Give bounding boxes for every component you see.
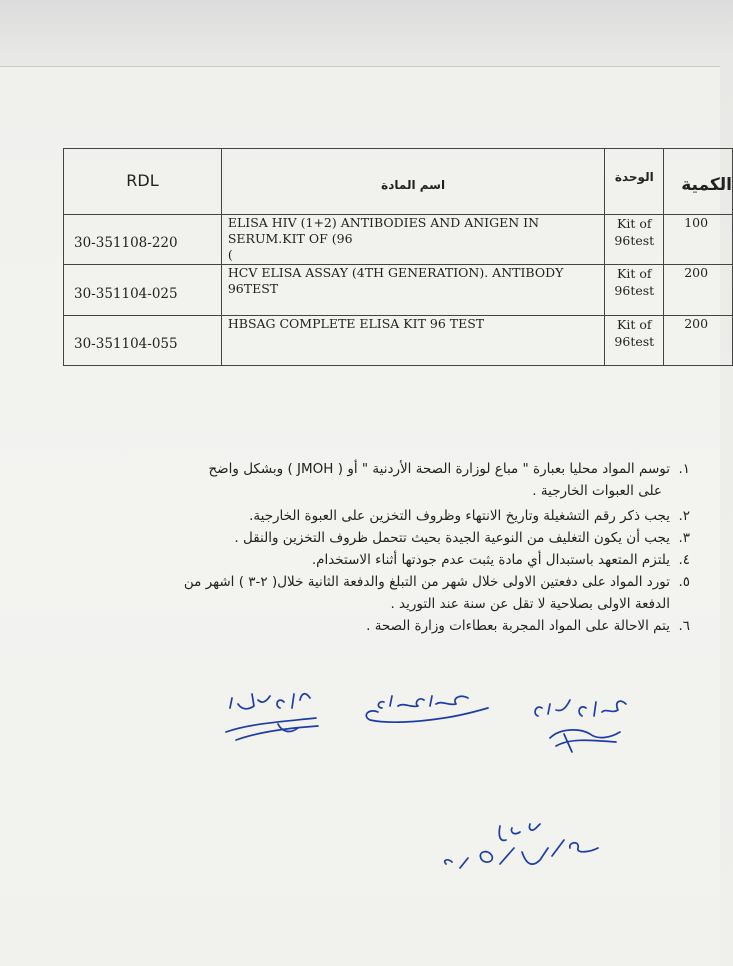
condition-line: يجب أن يكون التغليف من النوعية الجيدة بحيث تتحمل ظروف التخزين والنقل . <box>234 530 670 546</box>
condition-line: يلتزم المتعهد باستبدال أي مادة يثبت عدم جودتها أثناء الاستخدام. <box>311 552 670 568</box>
condition-line: توسم المواد محليا بعبارة " مباع لوزارة الصحة الأردنية " أو ( JMOH ) وبشكل واضح <box>208 461 670 477</box>
table-row <box>64 265 733 316</box>
condition-item <box>50 527 690 549</box>
item-name-line: ELISA HIV (1+2) ANTIBODIES AND ANIGEN IN <box>227 215 540 230</box>
header-quantity: الكمية <box>664 149 733 215</box>
rdl-cell: 30-351108-220 <box>64 215 222 265</box>
signature-3 <box>520 694 640 764</box>
quantity-cell: 200 <box>664 316 733 366</box>
unit-line: Kit of <box>617 317 652 332</box>
condition-line: على العبوات الخارجية . <box>532 483 662 499</box>
condition-number: ١. <box>678 461 690 477</box>
condition-line: يجب ذكر رقم التشغيلة وتاريخ الانتهاء وظروف التخزين على العبوة الخارجية. <box>249 508 670 524</box>
quantity-cell: 200 <box>664 265 733 316</box>
item-name-cell <box>221 215 605 265</box>
unit-cell <box>605 265 664 316</box>
unit-cell <box>605 316 664 366</box>
signature-2 <box>348 690 498 738</box>
unit-line: 96test <box>614 283 655 298</box>
table-row <box>64 215 733 265</box>
handwritten-date <box>440 818 620 890</box>
signature-1 <box>218 688 328 750</box>
condition-item <box>50 458 690 502</box>
unit-line: 96test <box>614 334 655 349</box>
table-row <box>64 316 733 366</box>
quantity-cell: 100 <box>664 215 733 265</box>
conditions-list <box>50 458 690 637</box>
condition-item <box>50 549 690 571</box>
header-item-name: اسم المادة <box>221 149 605 215</box>
header-rdl: RDL <box>64 149 222 215</box>
condition-number: ٣. <box>678 530 690 546</box>
table-header-row <box>64 149 733 215</box>
rdl-cell: 30-351104-025 <box>64 265 222 316</box>
item-name-line: ( <box>227 247 233 262</box>
unit-cell <box>605 215 664 265</box>
header-unit: الوحدة <box>605 149 664 215</box>
item-name-cell <box>221 316 605 366</box>
item-name-line: HCV ELISA ASSAY (4TH GENERATION). ANTIBODY <box>227 265 564 280</box>
rdl-cell: 30-351104-055 <box>64 316 222 366</box>
unit-line: Kit of <box>617 266 652 281</box>
item-name-line: HBSAG COMPLETE ELISA KIT 96 TEST <box>227 316 485 331</box>
condition-number: ٢. <box>678 508 690 524</box>
condition-number: ٦. <box>678 618 690 634</box>
condition-line: يتم الاحالة على المواد المجربة بعطاءات وزارة الصحة . <box>366 618 670 634</box>
condition-item <box>50 505 690 527</box>
condition-line: تورد المواد على دفعتين الاولى خلال شهر من التبلغ والدفعة الثانية خلال( ٢-٣ ) اشهر من <box>183 574 670 590</box>
unit-line: Kit of <box>617 216 652 231</box>
items-table <box>63 148 733 366</box>
condition-item <box>50 571 690 615</box>
condition-line: الدفعة الاولى بصلاحية لا تقل عن سنة عند التوريد . <box>390 596 670 612</box>
unit-line: 96test <box>614 233 655 248</box>
item-name-line: SERUM.KIT OF (96 <box>227 231 353 246</box>
condition-item <box>50 615 690 637</box>
condition-number: ٤. <box>678 552 690 568</box>
item-name-cell <box>221 265 605 316</box>
condition-number: ٥. <box>678 574 690 590</box>
item-name-line: 96TEST <box>227 281 279 296</box>
